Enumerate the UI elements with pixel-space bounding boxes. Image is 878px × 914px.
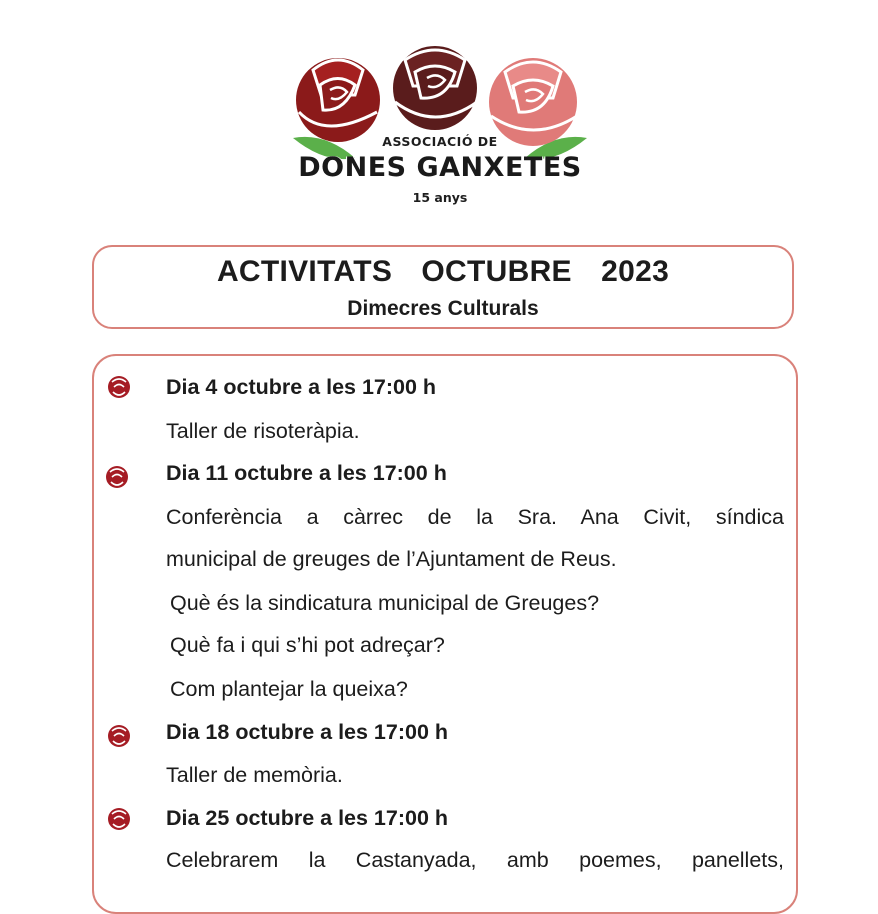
page-title: ACTIVITATS OCTUBRE 2023: [216, 255, 670, 288]
activity-description: Conferència a càrrec de la Sra. Ana Civit, síndica: [166, 505, 784, 529]
rose-dark-red-icon: [296, 58, 380, 142]
activity-description: Celebrarem la Castanyada, amb poemes, panellets,: [166, 848, 784, 872]
logo-name-text: DONES GANXETES: [298, 152, 582, 183]
page-subtitle: Dimecres Culturals: [347, 297, 539, 320]
activity-question: Què és la sindicatura municipal de Greuges?: [170, 591, 600, 615]
activity-date: Dia 18 octubre a les 17:00 h: [166, 720, 449, 744]
rose-bullet-icon: [104, 721, 134, 751]
rose-bullet-icon: [104, 804, 134, 834]
activity-question: Què fa i qui s’hi pot adreçar?: [170, 633, 445, 657]
activity-date: Dia 25 octubre a les 17:00 h: [166, 806, 449, 830]
association-logo: [285, 40, 595, 215]
activity-description: Taller de memòria.: [166, 763, 343, 787]
rose-brown-icon: [393, 46, 477, 130]
rose-bullet-icon: [104, 372, 134, 402]
roses-logo-graphic: [285, 40, 595, 215]
activity-description: Taller de risoteràpia.: [166, 419, 360, 443]
rose-bullet-icon: [102, 462, 132, 492]
rose-pink-icon: [489, 58, 577, 146]
activity-date: Dia 11 octubre a les 17:00 h: [166, 461, 447, 485]
activity-question: Com plantejar la queixa?: [170, 677, 408, 701]
activity-description: municipal de greuges de l’Ajuntament de Reus.: [166, 547, 617, 571]
logo-anniversary-text: 15 anys: [412, 190, 468, 205]
activity-date: Dia 4 octubre a les 17:00 h: [166, 375, 437, 399]
logo-association-text: ASSOCIACIÓ DE: [382, 134, 498, 149]
title-box: [92, 245, 794, 329]
